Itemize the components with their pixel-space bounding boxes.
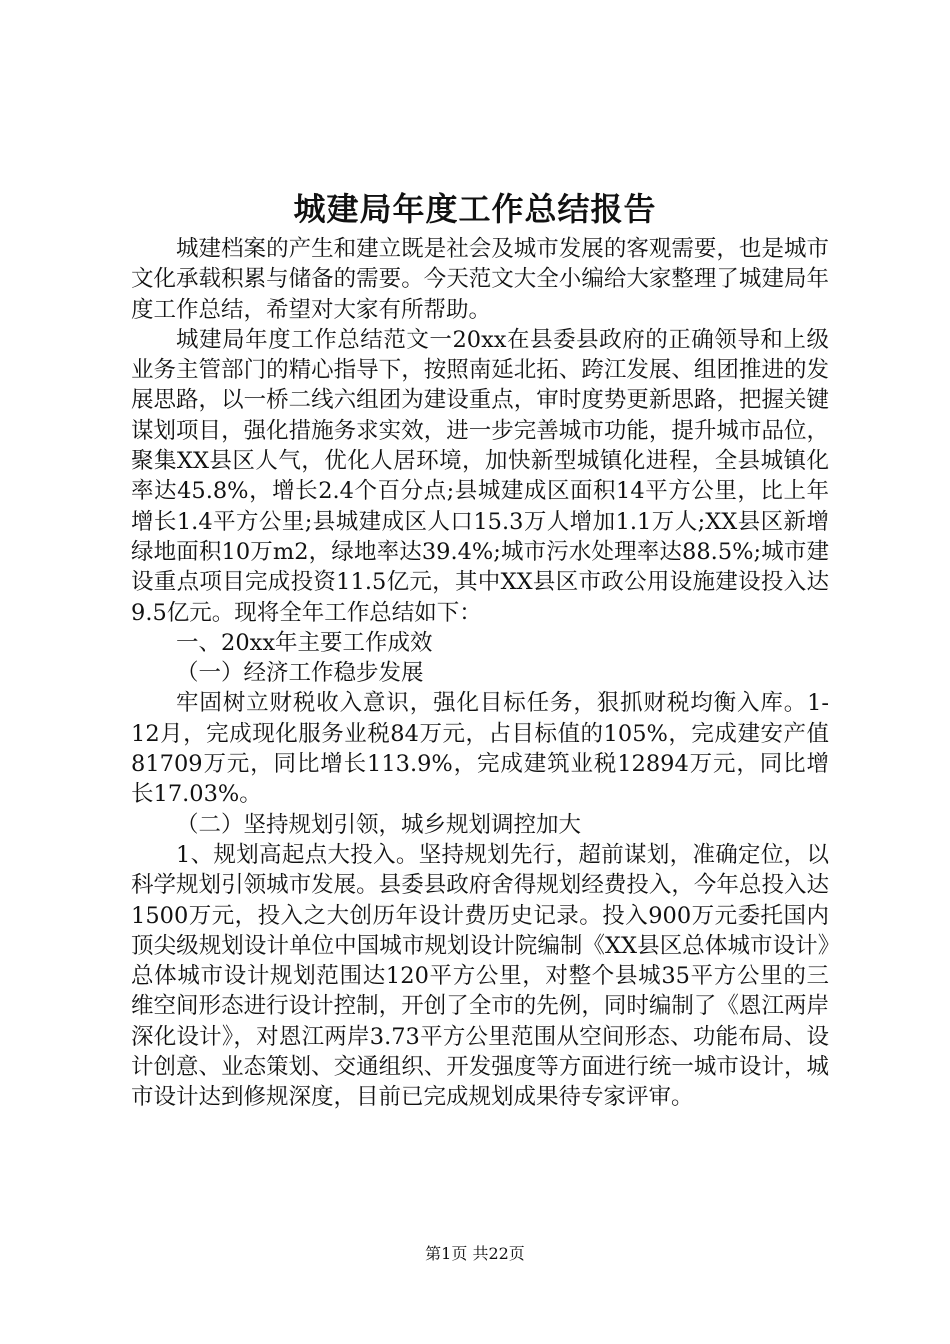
- summary-paragraph: 城建局年度工作总结范文一20xx在县委县政府的正确领导和上级业务主管部门的精心指导下，按照南延北拓、跨江发展、组团推进的发展思路，以一桥二线六组团为建设重点，审时度势更新思路，把握关键谋划项目，强化措施务求实效，进一步完善城市功能，提升城市品位，聚集XX县区人气，优化人居环境，加快新型城镇化进程，全县城镇化率达45.8%，增长2.4个百分点;县城建成区面积14平方公里，比上年增长1.4平方公里;县城建成区人口15.3万人增加1.1万人;XX县区新增绿地面积10万m2，绿地率达39.4%;城市污水处理率达88.5%;城市建设重点项目完成投资11.5亿元，其中XX县区市政公用设施建设投入达9.5亿元。现将全年工作总结如下：: [131, 326, 829, 626]
- economy-paragraph: 牢固树立财税收入意识，强化目标任务，狠抓财税均衡入库。1-12月，完成现化服务业税84万元，占目标值的105%，完成建安产值81709万元，同比增长113.9%，完成建筑业税12894万元，同比增长17.03%。: [131, 690, 829, 808]
- document-body: [131, 234, 829, 1113]
- subsection-heading-economy: （一）经济工作稳步发展: [176, 660, 424, 687]
- intro-paragraph: 城建档案的产生和建立既是社会及城市发展的客观需要，也是城市文化承载积累与储备的需要。今天范文大全小编给大家整理了城建局年度工作总结，希望对大家有所帮助。: [131, 236, 829, 323]
- document-title: 城建局年度工作总结报告: [293, 190, 657, 228]
- section-heading-main-results: 一、20xx年主要工作成效: [176, 629, 433, 656]
- page-number-footer: 第1页 共22页: [425, 1244, 525, 1263]
- planning-paragraph: 1、规划高起点大投入。坚持规划先行，超前谋划，准确定位，以科学规划引领城市发展。县委县政府舍得规划经费投入，今年总投入达1500万元，投入之大创历年设计费历史记录。投入900万元委托国内顶尖级规划设计单位中国城市规划设计院编制《XX县区总体城市设计》总体城市设计规划范围达120平方公里，对整个县城35平方公里的三维空间形态进行设计控制，开创了全市的先例，同时编制了《恩江两岸深化设计》，对恩江两岸3.73平方公里范围从空间形态、功能布局、设计创意、业态策划、交通组织、开发强度等方面进行统一城市设计，城市设计达到修规深度，目前已完成规划成果待专家评审。: [131, 841, 829, 1111]
- subsection-heading-planning: （二）坚持规划引领，城乡规划调控加大: [176, 811, 582, 838]
